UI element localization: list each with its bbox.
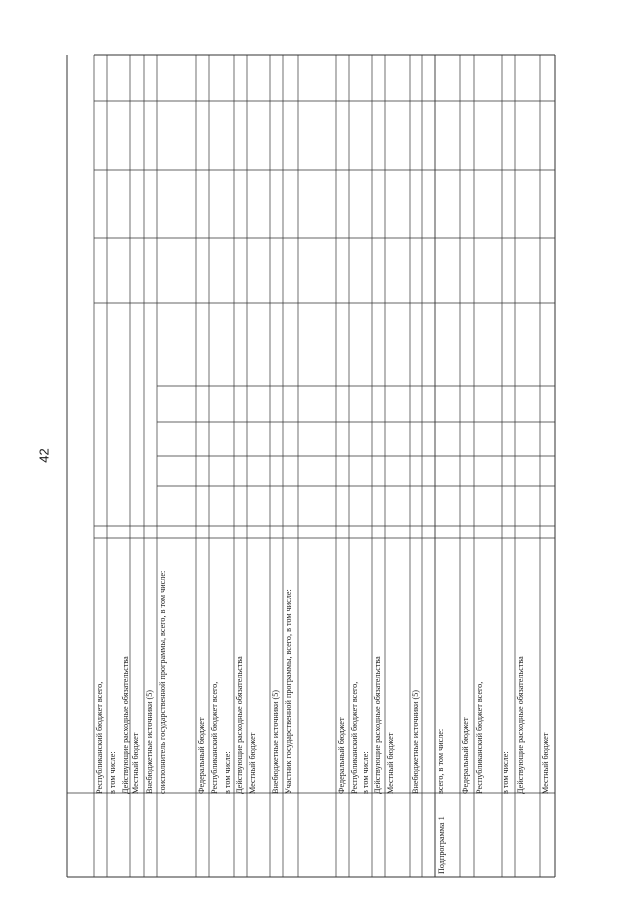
budget-table [67,57,567,877]
row-label: Местный бюджет [541,732,550,794]
page-number: 42 [36,448,52,463]
row-label: Участник государственной программы, всего, в том числе: [284,589,293,794]
row-label: Внебюджетные источники (5) [411,689,420,794]
row-label: Внебюджетные источники (5) [271,689,280,794]
row-label: Республиканский бюджет всего, [350,681,359,794]
row-label: всего, в том числе: [436,728,445,794]
row-label: Местный бюджет [386,732,395,794]
row-label: Федеральный бюджет [337,717,346,794]
row-label: Действующие расходные обязательства [516,656,525,794]
row-label: Республиканский бюджет всего, [475,681,484,794]
row-label: Федеральный бюджет [461,717,470,794]
row-label: соисполнитель государственной программы, всего, в том числе: [158,570,167,794]
row-label: Действующие расходные обязательства [121,656,130,794]
row-label: Внебюджетные источники (5) [145,689,154,794]
row-label: Республиканский бюджет всего, [210,681,219,794]
row-label: в том числе: [361,751,370,794]
row-label: Действующие расходные обязательства [373,656,382,794]
row-label: в том числе: [108,751,117,794]
subprogram-label: Подпрограмма 1 [437,816,446,874]
row-label: в том числе: [223,751,232,794]
row-label: Действующие расходные обязательства [235,656,244,794]
row-label: Местный бюджет [248,732,257,794]
row-label: в том числе: [501,751,510,794]
row-label: Федеральный бюджет [197,717,206,794]
row-label: Республиканский бюджет всего, [95,681,104,794]
row-label: Местный бюджет [131,732,140,794]
